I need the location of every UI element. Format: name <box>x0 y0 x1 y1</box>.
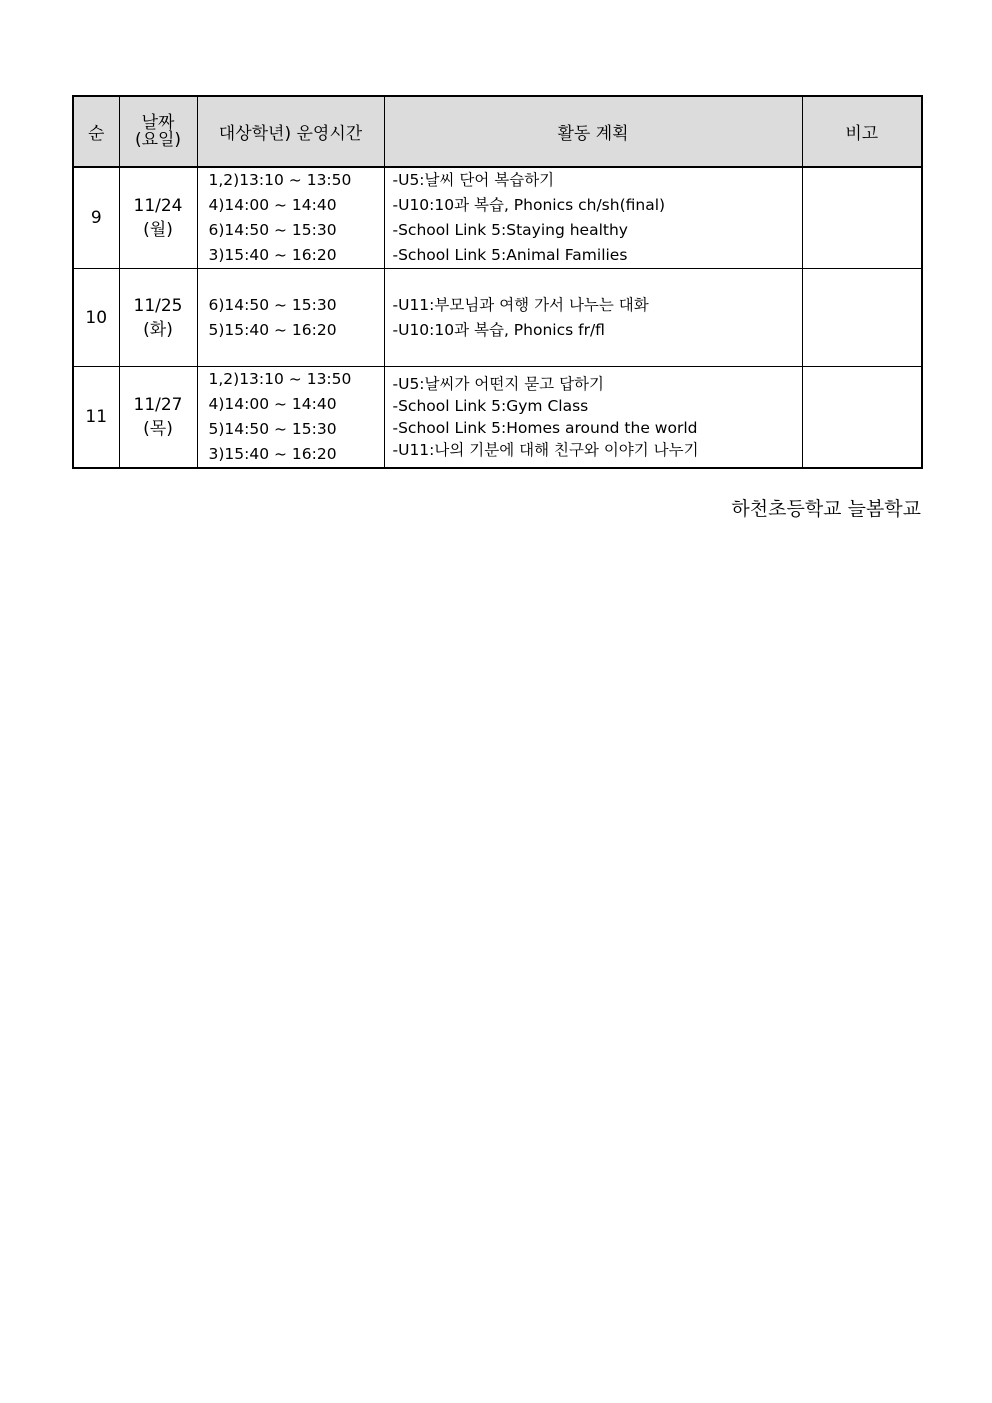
activity-item: -U10:10과 복습, Phonics fr/fl <box>392 320 605 339</box>
activity-item: -School Link 5:Gym Class <box>392 397 589 415</box>
row-note <box>802 269 922 367</box>
activity-item: -School Link 5:Homes around the world <box>392 419 698 437</box>
header-date-line2: (요일) <box>134 129 182 150</box>
row-note <box>802 167 922 269</box>
time-slot: 3)15:40 ~ 16:20 <box>208 445 337 463</box>
row-date <box>119 167 197 269</box>
header-note: 비고 <box>802 96 922 167</box>
row-num: 10 <box>73 269 119 367</box>
time-slot: 4)14:00 ~ 14:40 <box>208 196 337 214</box>
activity-item: -U11:부모님과 여행 가서 나누는 대화 <box>392 295 649 314</box>
row-times <box>197 367 384 469</box>
schedule-table <box>72 95 923 469</box>
row-num: 9 <box>73 167 119 269</box>
row-times <box>197 167 384 269</box>
row-date-value: 11/27 <box>133 395 183 415</box>
row-day: (목) <box>143 419 173 439</box>
activity-item: -U5:날씨가 어떤지 묻고 답하기 <box>392 375 605 393</box>
time-slot: 6)14:50 ~ 15:30 <box>208 295 337 314</box>
row-note <box>802 367 922 469</box>
header-date-line1: 날짜 <box>141 112 175 133</box>
time-slot: 5)14:50 ~ 15:30 <box>208 420 337 438</box>
row-activities <box>384 269 802 367</box>
school-name-footer: 하천초등학교 늘봄학교 <box>731 498 921 520</box>
activity-item: -School Link 5:Staying healthy <box>392 221 628 239</box>
time-slot: 6)14:50 ~ 15:30 <box>208 221 337 239</box>
time-slot: 4)14:00 ~ 14:40 <box>208 395 337 413</box>
row-date <box>119 269 197 367</box>
header-num: 순 <box>73 96 119 167</box>
time-slot: 1,2)13:10 ~ 13:50 <box>208 370 352 388</box>
activity-item: -School Link 5:Animal Families <box>392 246 628 264</box>
header-activity: 활동 계획 <box>384 96 802 167</box>
row-times <box>197 269 384 367</box>
table-row <box>73 167 922 269</box>
table-row <box>73 367 922 469</box>
row-activities <box>384 167 802 269</box>
row-num: 11 <box>73 367 119 469</box>
activity-item: -U10:10과 복습, Phonics ch/sh(final) <box>392 196 666 214</box>
time-slot: 5)15:40 ~ 16:20 <box>208 320 337 339</box>
row-date-value: 11/25 <box>133 295 183 316</box>
row-day: (화) <box>143 319 173 340</box>
row-activities <box>384 367 802 469</box>
time-slot: 3)15:40 ~ 16:20 <box>208 246 337 264</box>
time-slot: 1,2)13:10 ~ 13:50 <box>208 171 352 189</box>
activity-item: -U11:나의 기분에 대해 친구와 이야기 나누기 <box>392 441 699 459</box>
row-date-value: 11/24 <box>133 196 183 216</box>
activity-item: -U5:날씨 단어 복습하기 <box>392 171 555 189</box>
row-day: (월) <box>143 220 173 240</box>
table-row <box>73 269 922 367</box>
header-row <box>73 96 922 167</box>
header-target-time: 대상학년) 운영시간 <box>197 96 384 167</box>
header-date <box>119 96 197 167</box>
row-date <box>119 367 197 469</box>
